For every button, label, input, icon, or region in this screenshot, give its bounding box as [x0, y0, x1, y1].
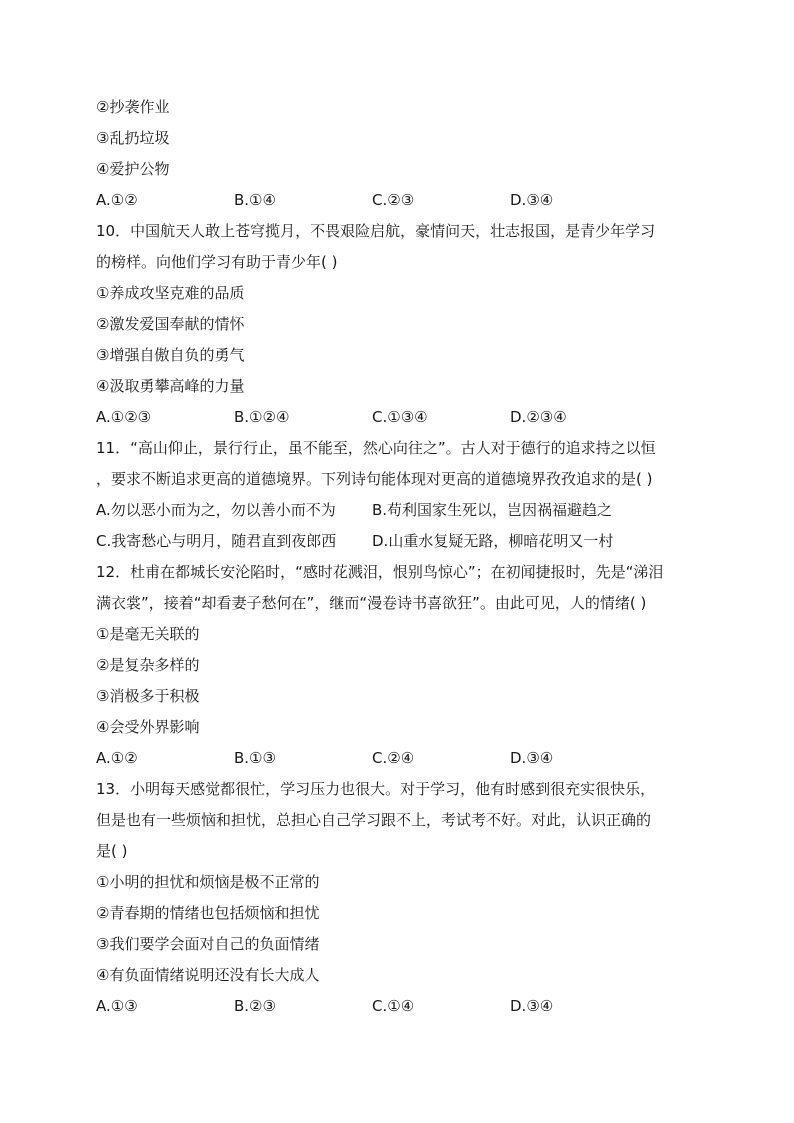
q10-stem-line: 的榜样。向他们学习有助于青少年( ) — [96, 253, 338, 271]
q10-options — [96, 402, 702, 433]
q9-option-b: B.①④ — [234, 191, 276, 209]
q13-item: ④有负面情绪说明还没有长大成人 — [96, 966, 320, 984]
q10-option-c: C.①③④ — [372, 408, 428, 426]
q11-option-d: D.山重水复疑无路，柳暗花明又一村 — [372, 532, 614, 550]
q9-option-c: C.②③ — [372, 191, 415, 209]
question-13 — [96, 774, 702, 1022]
question-10 — [96, 216, 702, 433]
q12-item: ①是毫无关联的 — [96, 625, 200, 643]
q9-options — [96, 185, 702, 216]
q12-item: ③消极多于积极 — [96, 687, 200, 705]
q12-options — [96, 743, 702, 774]
q9-option-a: A.①② — [96, 191, 138, 209]
q9-item: ④爱护公物 — [96, 160, 170, 178]
q10-stem-line: 10．中国航天人敢上苍穹揽月，不畏艰险启航，豪情问天，壮志报国，是青少年学习 — [96, 222, 656, 240]
q10-item: ①养成攻坚克难的品质 — [96, 284, 245, 302]
q11-option-c: C.我寄愁心与明月，随君直到夜郎西 — [96, 532, 337, 550]
q12-item: ④会受外界影响 — [96, 718, 200, 736]
q12-option-c: C.②④ — [372, 749, 415, 767]
q12-stem-line: 12．杜甫在都城长安沦陷时，“感时花溅泪，恨别鸟惊心”；在初闻捷报时，先是“涕泪 — [96, 563, 664, 581]
q10-option-d: D.②③④ — [510, 408, 567, 426]
q13-stem-line: 13．小明每天感觉都很忙，学习压力也很大。对于学习，他有时感到很充实很快乐， — [96, 780, 656, 798]
q13-option-c: C.①④ — [372, 997, 415, 1015]
question-12 — [96, 557, 702, 774]
q10-option-a: A.①②③ — [96, 408, 152, 426]
q12-option-d: D.③④ — [510, 749, 554, 767]
question-9-continuation — [96, 92, 702, 216]
q10-item: ③增强自傲自负的勇气 — [96, 346, 245, 364]
q11-options-row-2 — [96, 526, 702, 557]
q11-stem-line: 11．“高山仰止，景行行止，虽不能至，然心向往之”。古人对于德行的追求持之以恒 — [96, 439, 656, 457]
q13-item: ①小明的担忧和烦恼是极不正常的 — [96, 873, 320, 891]
q13-item: ③我们要学会面对自己的负面情绪 — [96, 935, 320, 953]
q13-option-a: A.①③ — [96, 997, 138, 1015]
q11-option-a: A.勿以恶小而为之，勿以善小而不为 — [96, 501, 336, 519]
q10-option-b: B.①②④ — [234, 408, 290, 426]
q12-stem-line: 满衣裳”，接着“却看妻子愁何在”，继而“漫卷诗书喜欲狂”。由此可见，人的情绪( ) — [96, 594, 647, 612]
q9-option-d: D.③④ — [510, 191, 554, 209]
q9-item: ②抄袭作业 — [96, 98, 170, 116]
q9-item: ③乱扔垃圾 — [96, 129, 170, 147]
q13-option-b: B.②③ — [234, 997, 276, 1015]
q13-options — [96, 991, 702, 1022]
q12-item: ②是复杂多样的 — [96, 656, 200, 674]
q13-item: ②青春期的情绪也包括烦恼和担忧 — [96, 904, 320, 922]
q13-stem-line: 但是也有一些烦恼和担忧，总担心自己学习跟不上，考试考不好。对此，认识正确的 — [96, 811, 652, 829]
q12-option-a: A.①② — [96, 749, 138, 767]
q13-stem-line: 是( ) — [96, 842, 128, 860]
q11-stem-line: ，要求不断追求更高的道德境界。下列诗句能体现对更高的道德境界孜孜追求的是( ) — [96, 470, 653, 488]
q10-item: ④汲取勇攀高峰的力量 — [96, 377, 245, 395]
exam-page — [96, 92, 702, 1022]
q11-option-b: B.苟利国家生死以，岂因祸福避趋之 — [372, 501, 613, 519]
q11-options-row-1 — [96, 495, 702, 526]
q12-option-b: B.①③ — [234, 749, 276, 767]
q10-item: ②激发爱国奉献的情怀 — [96, 315, 245, 333]
q13-option-d: D.③④ — [510, 997, 554, 1015]
question-11 — [96, 433, 702, 557]
